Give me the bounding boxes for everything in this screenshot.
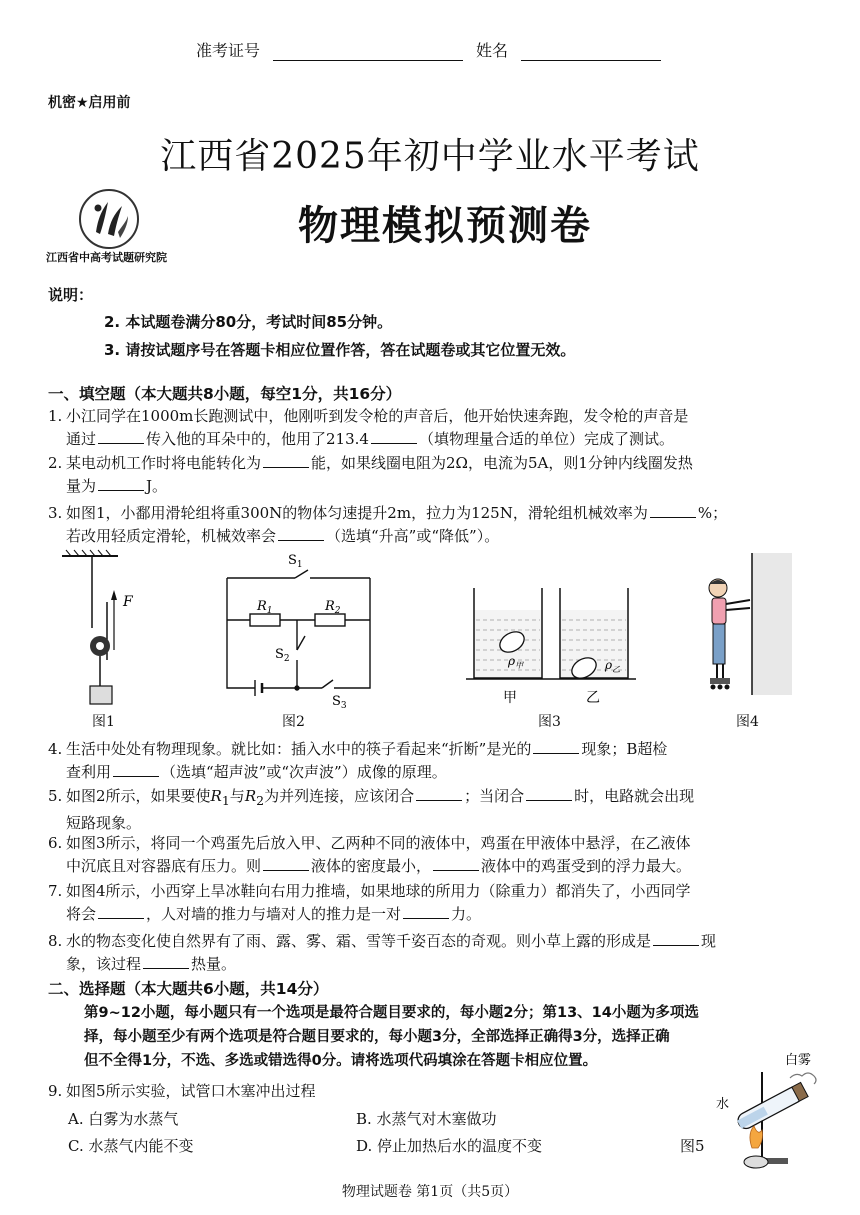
question-number: 8. <box>48 932 63 950</box>
question-text: 将会 <box>66 905 97 923</box>
instruction-item: 2. 本试题卷满分80分，考试时间85分钟。 <box>104 313 393 331</box>
question-8 <box>48 929 828 975</box>
density-jia-label: $\rho_甲$ <box>508 654 524 670</box>
question-text: 如图3所示，将同一个鸡蛋先后放入甲、乙两种不同的液体中，鸡蛋在甲液体中悬浮，在乙液体 <box>66 834 691 852</box>
answer-blank <box>533 737 579 754</box>
resistor-r2-label: $R_2$ <box>325 599 341 616</box>
question-text: 热量。 <box>191 955 237 973</box>
question-text: 如图4所示，小西穿上旱冰鞋向右用力推墙，如果地球的所用力（除重力）都消失了，小西同学 <box>66 882 691 900</box>
switch-s1-label: $S_1$ <box>288 553 303 570</box>
question-7 <box>48 880 828 925</box>
name-field <box>476 38 661 61</box>
question-4 <box>48 737 828 783</box>
answer-blank <box>98 902 144 919</box>
instructions-label: 说明： <box>48 286 94 304</box>
resistor-subscript: 2 <box>256 793 265 808</box>
answer-blank <box>433 854 479 871</box>
question-number: 7. <box>48 882 63 900</box>
question-text: （选填“升高”或“降低”）。 <box>326 527 500 545</box>
answer-blank <box>526 784 572 801</box>
figure-1-label: 图1 <box>92 714 115 730</box>
question-text: 通过 <box>66 430 97 448</box>
question-text: 液体中的鸡蛋受到的浮力最大。 <box>481 857 692 875</box>
resistor-r1-label: $R_1$ <box>257 599 273 616</box>
question-text: ；当闭合 <box>464 787 525 805</box>
question-text: 量为 <box>66 477 97 495</box>
question-text: 查利用 <box>66 763 112 781</box>
name-label: 姓名 <box>476 41 509 60</box>
girl-pushing-wall-figure <box>709 553 792 695</box>
question-number: 6. <box>48 834 63 852</box>
question-text: 如图5所示实验，试管口木塞冲出过程 <box>66 1082 316 1100</box>
answer-blank <box>416 784 462 801</box>
question-text: 现 <box>701 932 717 950</box>
institute-name: 江西省中高考试题研究院 <box>46 251 167 264</box>
question-text: ，人对墙的推力与墙对人的推力是一对 <box>146 905 402 923</box>
question-text: 时，电路就会出现 <box>574 787 695 805</box>
water-label: 水 <box>716 1097 730 1112</box>
answer-blank <box>143 952 189 969</box>
fog-label: 白雾 <box>785 1053 812 1068</box>
question-text: 力。 <box>451 905 482 923</box>
question-number: 5. <box>48 787 63 805</box>
resistor-symbol: R <box>244 787 257 805</box>
pulley-figure <box>62 550 118 704</box>
answer-blank <box>653 929 699 946</box>
option-c: C. 水蒸气内能不变 <box>68 1137 194 1155</box>
resistor-symbol: R <box>210 787 222 805</box>
option-d: D. 停止加热后水的温度不变 <box>356 1137 543 1155</box>
question-number: 9. <box>48 1082 63 1100</box>
question-3 <box>48 501 828 547</box>
section-description-line: 择，每小题至少有两个选项是符合题目要求的，每小题3分，全部选择正确得3分，选择正确 <box>84 1029 670 1045</box>
answer-blank <box>371 427 417 444</box>
question-text: 与 <box>229 787 245 805</box>
section-title: 一、填空题（本大题共8小题，每空1分，共16分） <box>48 385 402 403</box>
section-title: 二、选择题（本大题共6小题，共14分） <box>48 980 329 998</box>
question-text: 短路现象。 <box>66 814 142 832</box>
question-text: （填物理量合适的单位）完成了测试。 <box>418 430 674 448</box>
option-b: B. 水蒸气对木塞做功 <box>356 1110 497 1128</box>
question-text: 象，该过程 <box>66 955 142 973</box>
figure-5-label: 图5 <box>680 1137 705 1155</box>
exam-id-label: 准考证号 <box>196 41 261 60</box>
question-text: 传入他的耳朵中的，他用了213.4 <box>146 430 369 448</box>
density-yi-label: $\rho_乙$ <box>605 658 621 674</box>
question-text: 如图2所示，如果要使 <box>66 787 211 805</box>
switch-s3-label: $S_3$ <box>332 694 347 708</box>
answer-blank <box>278 524 324 541</box>
answer-blank <box>403 902 449 919</box>
question-text: 生活中处处有物理现象。就比如：插入水中的筷子看起来“折断”是光的 <box>66 740 532 758</box>
question-6 <box>48 832 828 877</box>
section-description-line: 但不全得1分，不选、多选或错选得0分。请将选项代码填涂在答题卡相应位置。 <box>84 1053 598 1069</box>
section-description-line: 第9~12小题，每小题只有一个选项是最符合题目要求的，每小题2分；第13、14小题为多项选 <box>84 1005 699 1021</box>
paper-subtitle: 物理模拟预测卷 <box>298 203 592 249</box>
figure-2-label: 图2 <box>282 714 305 730</box>
question-text: 如图1，小鄱用滑轮组将重300N的物体匀速提升2m，拉力为125N，滑轮组机械效率为 <box>66 504 648 522</box>
question-text: 为并列连接，应该闭合 <box>264 787 415 805</box>
answer-blank <box>98 427 144 444</box>
exam-id-field <box>196 38 463 61</box>
question-text: 某电动机工作时将电能转化为 <box>66 454 262 472</box>
answer-blank <box>113 760 159 777</box>
beaker-yi-label: 乙 <box>586 690 600 706</box>
question-number: 2. <box>48 454 63 472</box>
instruction-item: 3. 请按试题序号在答题卡相应位置作答，答在试题卷或其它位置无效。 <box>104 341 576 359</box>
option-a: A. 白雾为水蒸气 <box>68 1110 179 1128</box>
page-footer: 物理试题卷 第1页（共5页） <box>341 1184 519 1200</box>
test-tube-figure <box>700 1050 825 1178</box>
resistor-subscript: 1 <box>221 793 230 808</box>
exam-id-blank <box>273 42 463 61</box>
question-number: 4. <box>48 740 63 758</box>
question-5 <box>48 784 828 834</box>
question-text: 若改用轻质定滑轮，机械效率会 <box>66 527 277 545</box>
question-9 <box>48 1080 688 1102</box>
question-text: 能，如果线圈电阻为2Ω，电流为5A，则1分钟内线圈发热 <box>311 454 693 472</box>
figure-3-label: 图3 <box>538 714 561 730</box>
figure-4-label: 图4 <box>736 714 759 730</box>
confidential-mark: 机密★启用前 <box>48 95 131 111</box>
question-2 <box>48 451 828 497</box>
circuit-figure <box>227 570 370 696</box>
question-text: 液体的密度最小， <box>311 857 432 875</box>
figures-row <box>40 548 830 708</box>
question-text: J。 <box>146 477 168 495</box>
question-1 <box>48 405 828 450</box>
force-label: F <box>123 594 133 610</box>
answer-blank <box>263 451 309 468</box>
question-text: （选填“超声波”或“次声波”）成像的原理。 <box>161 763 447 781</box>
question-text: 小江同学在1000m长跑测试中，他刚听到发令枪的声音后，他开始快速奔跑，发令枪的声音是 <box>66 407 689 425</box>
question-text: 现象；B超检 <box>581 740 668 758</box>
exam-title: 江西省2025年初中学业水平考试 <box>160 136 700 177</box>
question-text: %； <box>697 504 728 522</box>
answer-blank <box>98 474 144 491</box>
answer-blank <box>650 501 696 518</box>
question-number: 3. <box>48 504 63 522</box>
switch-s2-label: $S_2$ <box>275 647 290 664</box>
answer-blank <box>263 854 309 871</box>
question-number: 1. <box>48 407 63 425</box>
question-text: 中沉底且对容器底有压力。则 <box>66 857 262 875</box>
beaker-jia-label: 甲 <box>503 690 517 706</box>
question-text: 水的物态变化使自然界有了雨、露、雾、霜、雪等千姿百态的奇观。则小草上露的形成是 <box>66 932 652 950</box>
name-blank <box>521 42 661 61</box>
